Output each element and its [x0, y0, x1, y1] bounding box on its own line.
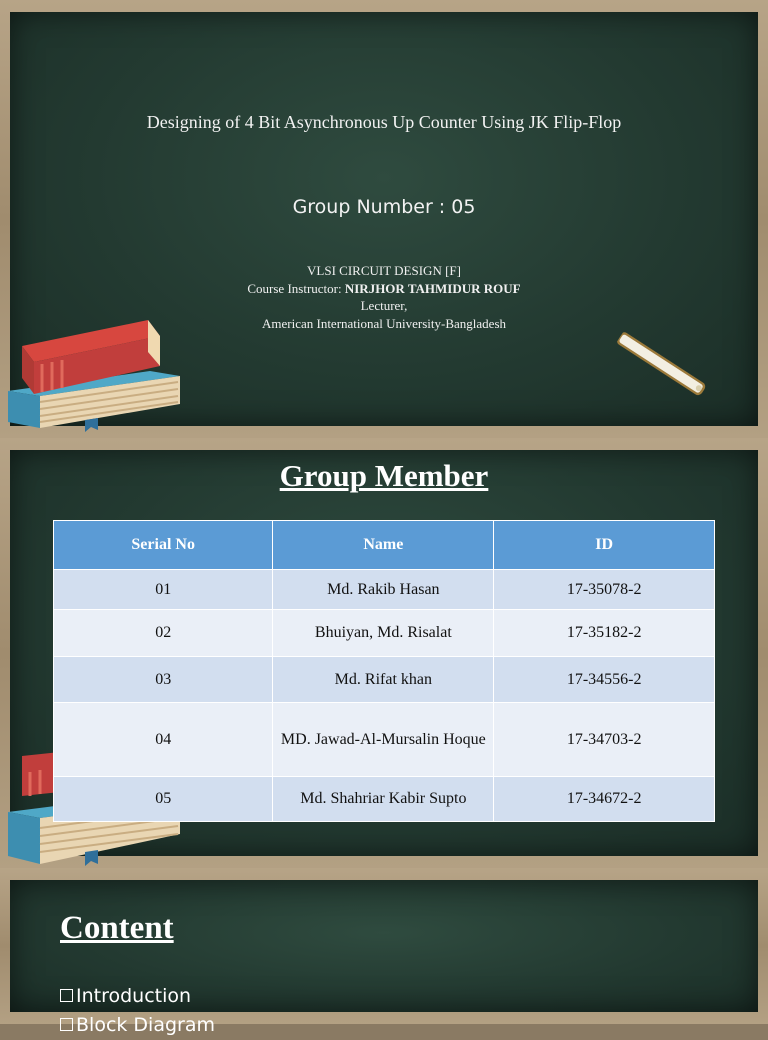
id-cell: 17-35078-2: [494, 570, 715, 610]
presentation-title: Designing of 4 Bit Asynchronous Up Counter Using JK Flip-Flop: [146, 112, 622, 132]
table-header-row: [54, 521, 715, 570]
name-cell: Md. Rakib Hasan: [273, 570, 494, 610]
instructor-line: [0, 280, 768, 298]
checkbox-bullet-icon: [60, 989, 73, 1002]
course-name: VLSI CIRCUIT DESIGN [F]: [307, 263, 461, 278]
list-item-label: Block Diagram: [76, 1014, 216, 1036]
group-member-table: [53, 520, 715, 822]
list-item: [60, 982, 215, 1011]
checkbox-bullet-icon: [60, 1018, 73, 1031]
instructor-name: NIRJHOR TAHMIDUR ROUF: [344, 280, 521, 296]
column-header-id: ID: [494, 521, 715, 570]
column-header-name: Name: [273, 521, 494, 570]
serial-cell: 05: [54, 777, 273, 822]
name-cell: Md. Shahriar Kabir Supto: [273, 777, 494, 822]
serial-cell: 02: [54, 610, 273, 657]
name-cell: MD. Jawad-Al-Mursalin Hoque: [273, 703, 494, 777]
table-row: [54, 657, 715, 703]
instructor-label: Course Instructor:: [247, 280, 345, 296]
designation: Lecturer,: [360, 298, 408, 313]
table-row: [54, 703, 715, 777]
column-header-serial: Serial No: [54, 521, 273, 570]
name-cell: Md. Rifat khan: [273, 657, 494, 703]
name-cell: Bhuiyan, Md. Risalat: [273, 610, 494, 657]
table-row: [54, 777, 715, 822]
books-icon: [0, 316, 185, 436]
university: American International University-Bangladesh: [261, 315, 507, 331]
group-member-heading: Group Member: [279, 458, 489, 493]
list-item: [60, 1011, 215, 1040]
content-list: [60, 982, 215, 1040]
id-cell: 17-35182-2: [494, 610, 715, 657]
table-row: [54, 610, 715, 657]
list-item-label: Introduction: [76, 985, 192, 1007]
serial-cell: 04: [54, 703, 273, 777]
serial-cell: 01: [54, 570, 273, 610]
group-number: Group Number : 05: [292, 196, 476, 218]
table-row: [54, 570, 715, 610]
id-cell: 17-34672-2: [494, 777, 715, 822]
serial-cell: 03: [54, 657, 273, 703]
id-cell: 17-34703-2: [494, 703, 715, 777]
id-cell: 17-34556-2: [494, 657, 715, 703]
content-heading: Content: [60, 910, 174, 946]
